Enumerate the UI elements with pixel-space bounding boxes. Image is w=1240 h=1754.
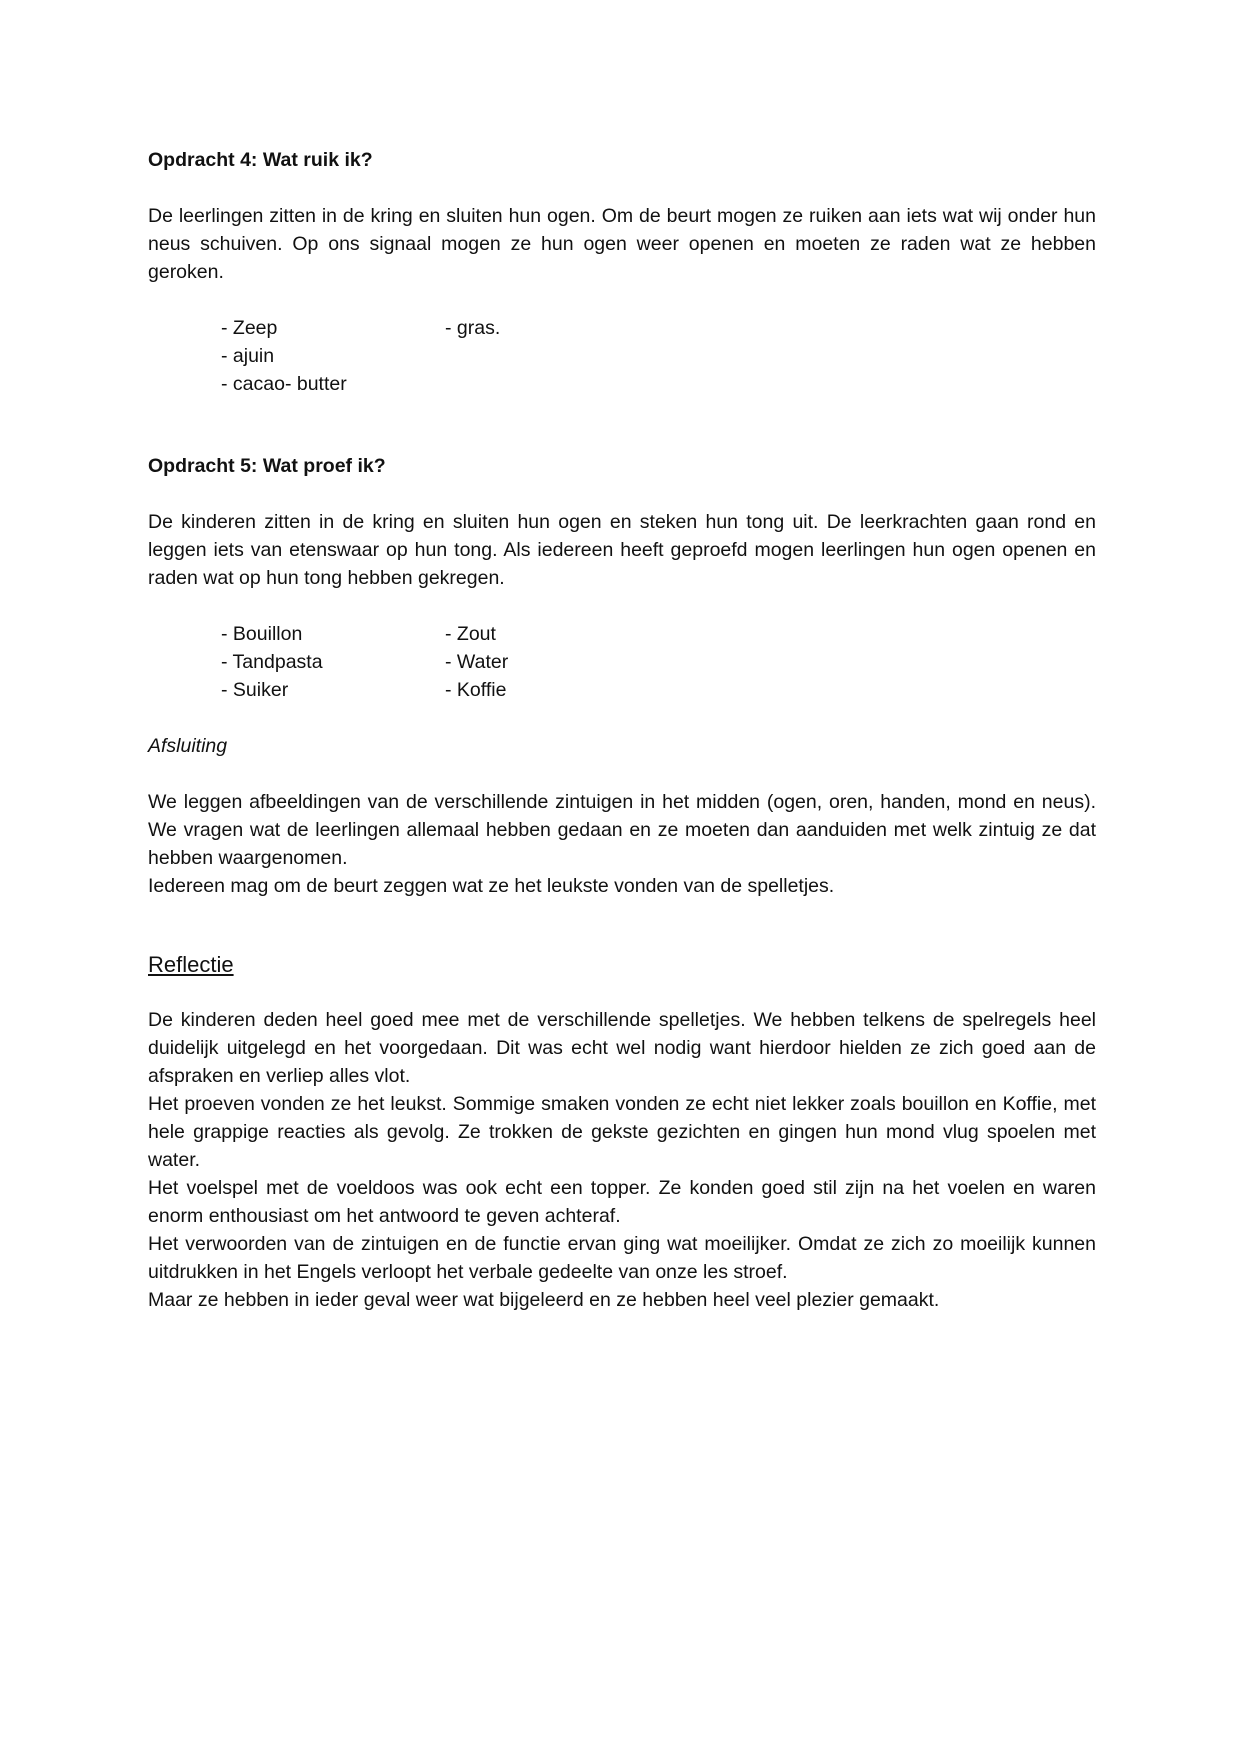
reflectie-paragraph: Maar ze hebben in ieder geval weer wat bijgeleerd en ze hebben heel veel plezier gemaakt.: [148, 1289, 940, 1311]
reflectie-paragraph: Het voelspel met de voeldoos was ook echt een topper. Ze konden goed stil zijn na het voelen en waren enorm enthousiast om het antwoord te geven achteraf.: [148, 1177, 1096, 1227]
smell-item: - cacao- butter: [221, 373, 347, 395]
list-item: [221, 370, 1096, 398]
reflectie-paragraph: De kinderen deden heel goed mee met de verschillende spelletjes. We hebben telkens de spelregels heel duidelijk uitgelegd en het voorgedaan. Dit was echt wel nodig want hierdoor hielden ze zich goed aan de afspraken en verliep alles vlot.: [148, 1009, 1096, 1087]
smell-item: - Zeep: [221, 317, 278, 339]
smell-item: - gras.: [445, 317, 501, 339]
taste-items-list: [221, 620, 1096, 704]
reflectie-title: Reflectie: [148, 952, 234, 977]
taste-item: - Tandpasta: [221, 651, 323, 673]
list-item: [221, 620, 1096, 648]
taste-item: - Bouillon: [221, 623, 303, 645]
document-page: [148, 146, 1096, 1314]
opdracht4-title: Opdracht 4: Wat ruik ik?: [148, 149, 373, 171]
opdracht5-paragraph: De kinderen zitten in de kring en sluiten hun ogen en steken hun tong uit. De leerkrachten gaan rond en leggen iets van etenswaar op hun tong. Als iedereen heeft geproefd mogen leerlingen hun ogen openen en raden wat op hun tong hebben gekregen.: [148, 511, 1096, 589]
list-item: [221, 314, 1096, 342]
opdracht4-paragraph: De leerlingen zitten in de kring en sluiten hun ogen. Om de beurt mogen ze ruiken aan iets wat wij onder hun neus schuiven. Op ons signaal mogen ze hun ogen weer openen en moeten ze raden wat ze hebben geroken.: [148, 205, 1096, 283]
opdracht5-title: Opdracht 5: Wat proef ik?: [148, 455, 386, 477]
list-item: [221, 342, 1096, 370]
reflectie-paragraph: Het verwoorden van de zintuigen en de functie ervan ging wat moeilijker. Omdat ze zich zo moeilijk kunnen uitdrukken in het Engels verloopt het verbale gedeelte van onze les stroef.: [148, 1233, 1096, 1283]
reflectie-paragraph: Het proeven vonden ze het leukst. Sommige smaken vonden ze echt niet lekker zoals bouillon en Koffie, met hele grappige reacties als gevolg. Ze trokken de gekste gezichten en gingen hun mond vlug spoelen met water.: [148, 1093, 1096, 1171]
list-item: [221, 676, 1096, 704]
afsluiting-paragraph: Iedereen mag om de beurt zeggen wat ze het leukste vonden van de spelletjes.: [148, 875, 835, 897]
taste-item: - Zout: [445, 623, 496, 645]
afsluiting-paragraph: We leggen afbeeldingen van de verschillende zintuigen in het midden (ogen, oren, handen, mond en neus). We vragen wat de leerlingen allemaal hebben gedaan en ze moeten dan aanduiden met welk zintuig ze dat hebben waargenomen.: [148, 791, 1096, 869]
smell-items-list: [221, 314, 1096, 398]
taste-item: - Koffie: [445, 679, 507, 701]
list-item: [221, 648, 1096, 676]
smell-item: - ajuin: [221, 345, 275, 367]
taste-item: - Suiker: [221, 679, 289, 701]
taste-item: - Water: [445, 651, 509, 673]
afsluiting-title: Afsluiting: [148, 735, 228, 757]
